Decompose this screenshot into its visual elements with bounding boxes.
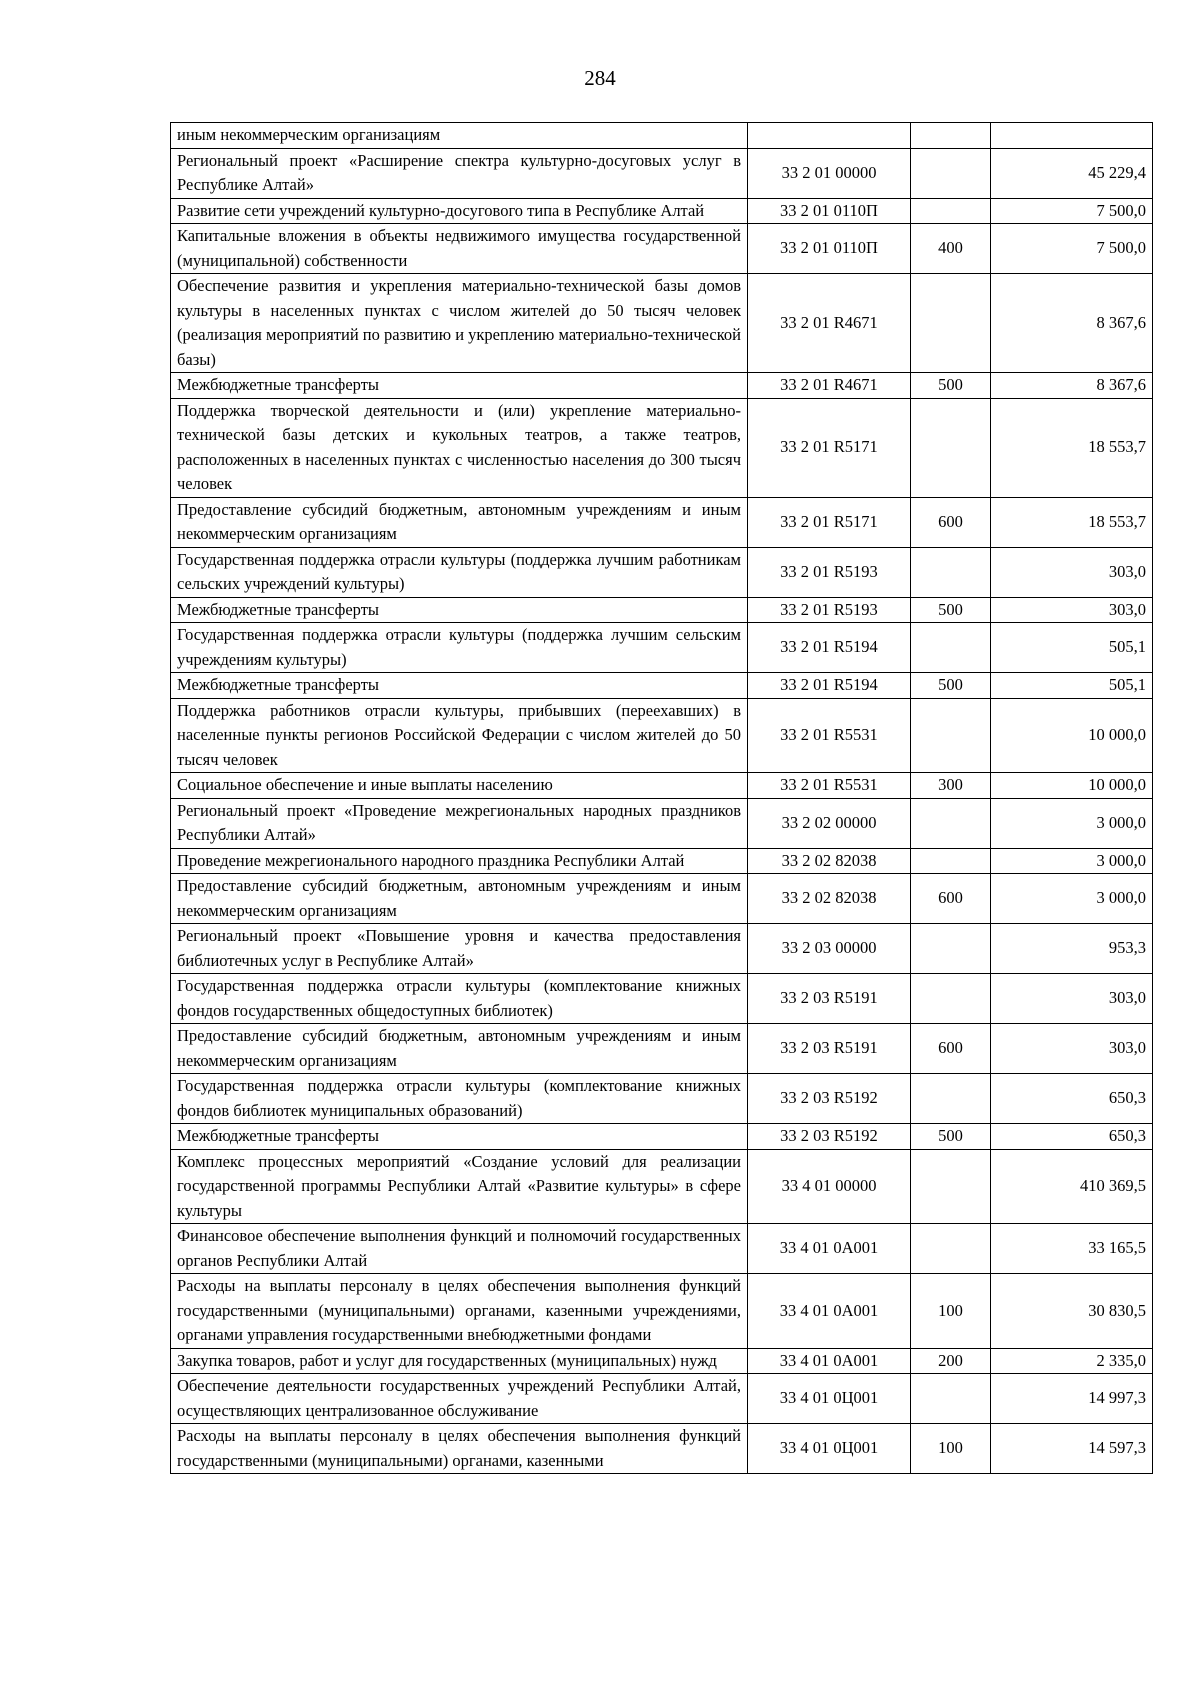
row-name-cell: Предоставление субсидий бюджетным, автономным учреждениям и иным некоммерческим организациям (171, 497, 748, 547)
row-code-cell (748, 123, 911, 149)
row-name-cell: Межбюджетные трансферты (171, 373, 748, 399)
row-name-cell: Государственная поддержка отрасли культуры (поддержка лучшим сельским учреждениям культуры) (171, 623, 748, 673)
row-name-cell: Региональный проект «Расширение спектра культурно-досуговых услуг в Республике Алтай» (171, 148, 748, 198)
row-amount-cell: 8 367,6 (991, 274, 1153, 373)
table-row (171, 623, 1153, 673)
table-row (171, 274, 1153, 373)
row-code-cell: 33 2 03 00000 (748, 924, 911, 974)
row-expense-type-cell: 100 (911, 1424, 991, 1474)
row-expense-type-cell (911, 974, 991, 1024)
table-row (171, 398, 1153, 497)
table-row (171, 773, 1153, 799)
row-code-cell: 33 2 01 R4671 (748, 373, 911, 399)
page-number: 284 (584, 66, 616, 90)
row-code-cell: 33 2 01 R4671 (748, 274, 911, 373)
table-row (171, 373, 1153, 399)
row-expense-type-cell (911, 623, 991, 673)
row-code-cell: 33 4 01 00000 (748, 1149, 911, 1224)
table-body (171, 123, 1153, 1474)
table-row (171, 974, 1153, 1024)
table-row (171, 597, 1153, 623)
row-amount-cell: 14 597,3 (991, 1424, 1153, 1474)
table-row (171, 698, 1153, 773)
row-expense-type-cell (911, 1074, 991, 1124)
row-name-cell: Предоставление субсидий бюджетным, автономным учреждениям и иным некоммерческим организациям (171, 1024, 748, 1074)
row-name-cell: Государственная поддержка отрасли культуры (комплектование книжных фондов государственных общедоступных библиотек) (171, 974, 748, 1024)
row-expense-type-cell: 300 (911, 773, 991, 799)
row-expense-type-cell: 600 (911, 874, 991, 924)
table-row (171, 148, 1153, 198)
row-amount-cell: 18 553,7 (991, 398, 1153, 497)
row-name-cell: Государственная поддержка отрасли культуры (поддержка лучшим работникам сельских учреждений культуры) (171, 547, 748, 597)
row-expense-type-cell (911, 1149, 991, 1224)
row-name-cell: Государственная поддержка отрасли культуры (комплектование книжных фондов библиотек муниципальных образований) (171, 1074, 748, 1124)
row-name-cell: Межбюджетные трансферты (171, 597, 748, 623)
row-name-cell: Межбюджетные трансферты (171, 1124, 748, 1150)
row-expense-type-cell (911, 698, 991, 773)
table-row (171, 874, 1153, 924)
row-expense-type-cell (911, 398, 991, 497)
row-code-cell: 33 2 01 R5531 (748, 698, 911, 773)
row-expense-type-cell (911, 547, 991, 597)
row-name-cell: Обеспечение деятельности государственных учреждений Республики Алтай, осуществляющих централизованное обслуживание (171, 1374, 748, 1424)
row-code-cell: 33 2 02 82038 (748, 874, 911, 924)
row-name-cell: Социальное обеспечение и иные выплаты населению (171, 773, 748, 799)
row-amount-cell: 3 000,0 (991, 874, 1153, 924)
row-name-cell: Капитальные вложения в объекты недвижимого имущества государственной (муниципальной) собственности (171, 224, 748, 274)
row-amount-cell: 410 369,5 (991, 1149, 1153, 1224)
row-amount-cell: 650,3 (991, 1124, 1153, 1150)
row-expense-type-cell: 400 (911, 224, 991, 274)
row-amount-cell: 18 553,7 (991, 497, 1153, 547)
row-name-cell: Расходы на выплаты персоналу в целях обеспечения выполнения функций государственными (муниципальными) органами, казенными (171, 1424, 748, 1474)
row-name-cell: Региональный проект «Проведение межрегиональных народных праздников Республики Алтай» (171, 798, 748, 848)
row-name-cell: Расходы на выплаты персоналу в целях обеспечения выполнения функций государственными (муниципальными) органами, казенными учреждениями, органами управления государственными внебюджетными фондами (171, 1274, 748, 1349)
row-name-cell: Проведение межрегионального народного праздника Республики Алтай (171, 848, 748, 874)
table-row (171, 1124, 1153, 1150)
row-code-cell: 33 2 01 R5194 (748, 673, 911, 699)
row-amount-cell: 7 500,0 (991, 224, 1153, 274)
row-code-cell: 33 2 01 0110П (748, 224, 911, 274)
row-amount-cell: 2 335,0 (991, 1348, 1153, 1374)
table-row (171, 798, 1153, 848)
row-name-cell: Поддержка работников отрасли культуры, прибывших (переехавших) в населенные пункты регионов Российской Федерации с числом жителей до 50 тысяч человек (171, 698, 748, 773)
row-expense-type-cell (911, 148, 991, 198)
table-row (171, 224, 1153, 274)
row-amount-cell: 303,0 (991, 597, 1153, 623)
row-code-cell: 33 2 01 R5171 (748, 398, 911, 497)
row-name-cell: Межбюджетные трансферты (171, 673, 748, 699)
row-name-cell: Обеспечение развития и укрепления материально-технической базы домов культуры в населенных пунктах с числом жителей до 50 тысяч человек (реализация мероприятий по развитию и укреплению материально-технической базы) (171, 274, 748, 373)
row-code-cell: 33 2 03 R5191 (748, 1024, 911, 1074)
row-expense-type-cell: 500 (911, 373, 991, 399)
row-amount-cell: 8 367,6 (991, 373, 1153, 399)
row-name-cell: Финансовое обеспечение выполнения функций и полномочий государственных органов Республики Алтай (171, 1224, 748, 1274)
row-expense-type-cell: 500 (911, 1124, 991, 1150)
row-name-cell: Развитие сети учреждений культурно-досугового типа в Республике Алтай (171, 198, 748, 224)
row-expense-type-cell (911, 1224, 991, 1274)
row-expense-type-cell: 500 (911, 673, 991, 699)
table-row (171, 924, 1153, 974)
row-amount-cell: 303,0 (991, 547, 1153, 597)
budget-table (170, 122, 1153, 1474)
row-name-cell: Региональный проект «Повышение уровня и качества предоставления библиотечных услуг в Республике Алтай» (171, 924, 748, 974)
table-row (171, 1149, 1153, 1224)
row-name-cell: Поддержка творческой деятельности и (или) укрепление материально-технической базы детских и кукольных театров, а также театров, расположенных в населенных пунктах с численностью населения до 300 тысяч человек (171, 398, 748, 497)
row-amount-cell: 505,1 (991, 673, 1153, 699)
table-row (171, 1074, 1153, 1124)
row-code-cell: 33 2 03 R5192 (748, 1124, 911, 1150)
row-amount-cell: 7 500,0 (991, 198, 1153, 224)
row-expense-type-cell: 500 (911, 597, 991, 623)
row-name-cell: иным некоммерческим организациям (171, 123, 748, 149)
row-expense-type-cell (911, 123, 991, 149)
table-row (171, 497, 1153, 547)
row-amount-cell: 45 229,4 (991, 148, 1153, 198)
table-row (171, 1374, 1153, 1424)
row-amount-cell: 650,3 (991, 1074, 1153, 1124)
row-code-cell: 33 2 01 R5194 (748, 623, 911, 673)
row-code-cell: 33 4 01 0Ц001 (748, 1374, 911, 1424)
row-amount-cell: 303,0 (991, 974, 1153, 1024)
row-expense-type-cell: 600 (911, 1024, 991, 1074)
table-row (171, 198, 1153, 224)
row-expense-type-cell (911, 924, 991, 974)
row-expense-type-cell: 600 (911, 497, 991, 547)
row-amount-cell: 953,3 (991, 924, 1153, 974)
row-expense-type-cell: 100 (911, 1274, 991, 1349)
row-name-cell: Предоставление субсидий бюджетным, автономным учреждениям и иным некоммерческим организациям (171, 874, 748, 924)
table-row (171, 673, 1153, 699)
row-code-cell: 33 2 03 R5192 (748, 1074, 911, 1124)
table-row (171, 1274, 1153, 1349)
row-code-cell: 33 4 01 0А001 (748, 1224, 911, 1274)
row-code-cell: 33 2 03 R5191 (748, 974, 911, 1024)
row-code-cell: 33 4 01 0А001 (748, 1274, 911, 1349)
row-amount-cell: 303,0 (991, 1024, 1153, 1074)
row-expense-type-cell (911, 274, 991, 373)
row-code-cell: 33 2 01 R5171 (748, 497, 911, 547)
row-code-cell: 33 2 01 R5193 (748, 547, 911, 597)
table-row (171, 1224, 1153, 1274)
table-row (171, 1424, 1153, 1474)
row-amount-cell: 33 165,5 (991, 1224, 1153, 1274)
row-name-cell: Комплекс процессных мероприятий «Создание условий для реализации государственной программы Республики Алтай «Развитие культуры» в сфере культуры (171, 1149, 748, 1224)
row-code-cell: 33 4 01 0А001 (748, 1348, 911, 1374)
row-expense-type-cell (911, 1374, 991, 1424)
row-amount-cell: 3 000,0 (991, 798, 1153, 848)
table-row (171, 1348, 1153, 1374)
row-expense-type-cell: 200 (911, 1348, 991, 1374)
row-code-cell: 33 2 02 00000 (748, 798, 911, 848)
table-row (171, 547, 1153, 597)
row-expense-type-cell (911, 198, 991, 224)
row-expense-type-cell (911, 798, 991, 848)
row-amount-cell: 10 000,0 (991, 773, 1153, 799)
row-amount-cell (991, 123, 1153, 149)
row-code-cell: 33 2 01 00000 (748, 148, 911, 198)
row-amount-cell: 10 000,0 (991, 698, 1153, 773)
row-amount-cell: 14 997,3 (991, 1374, 1153, 1424)
row-code-cell: 33 4 01 0Ц001 (748, 1424, 911, 1474)
table-row (171, 1024, 1153, 1074)
row-code-cell: 33 2 01 R5193 (748, 597, 911, 623)
row-expense-type-cell (911, 848, 991, 874)
row-amount-cell: 505,1 (991, 623, 1153, 673)
row-name-cell: Закупка товаров, работ и услуг для государственных (муниципальных) нужд (171, 1348, 748, 1374)
table-row (171, 848, 1153, 874)
row-code-cell: 33 2 01 R5531 (748, 773, 911, 799)
row-code-cell: 33 2 01 0110П (748, 198, 911, 224)
row-code-cell: 33 2 02 82038 (748, 848, 911, 874)
table-row (171, 123, 1153, 149)
row-amount-cell: 3 000,0 (991, 848, 1153, 874)
row-amount-cell: 30 830,5 (991, 1274, 1153, 1349)
